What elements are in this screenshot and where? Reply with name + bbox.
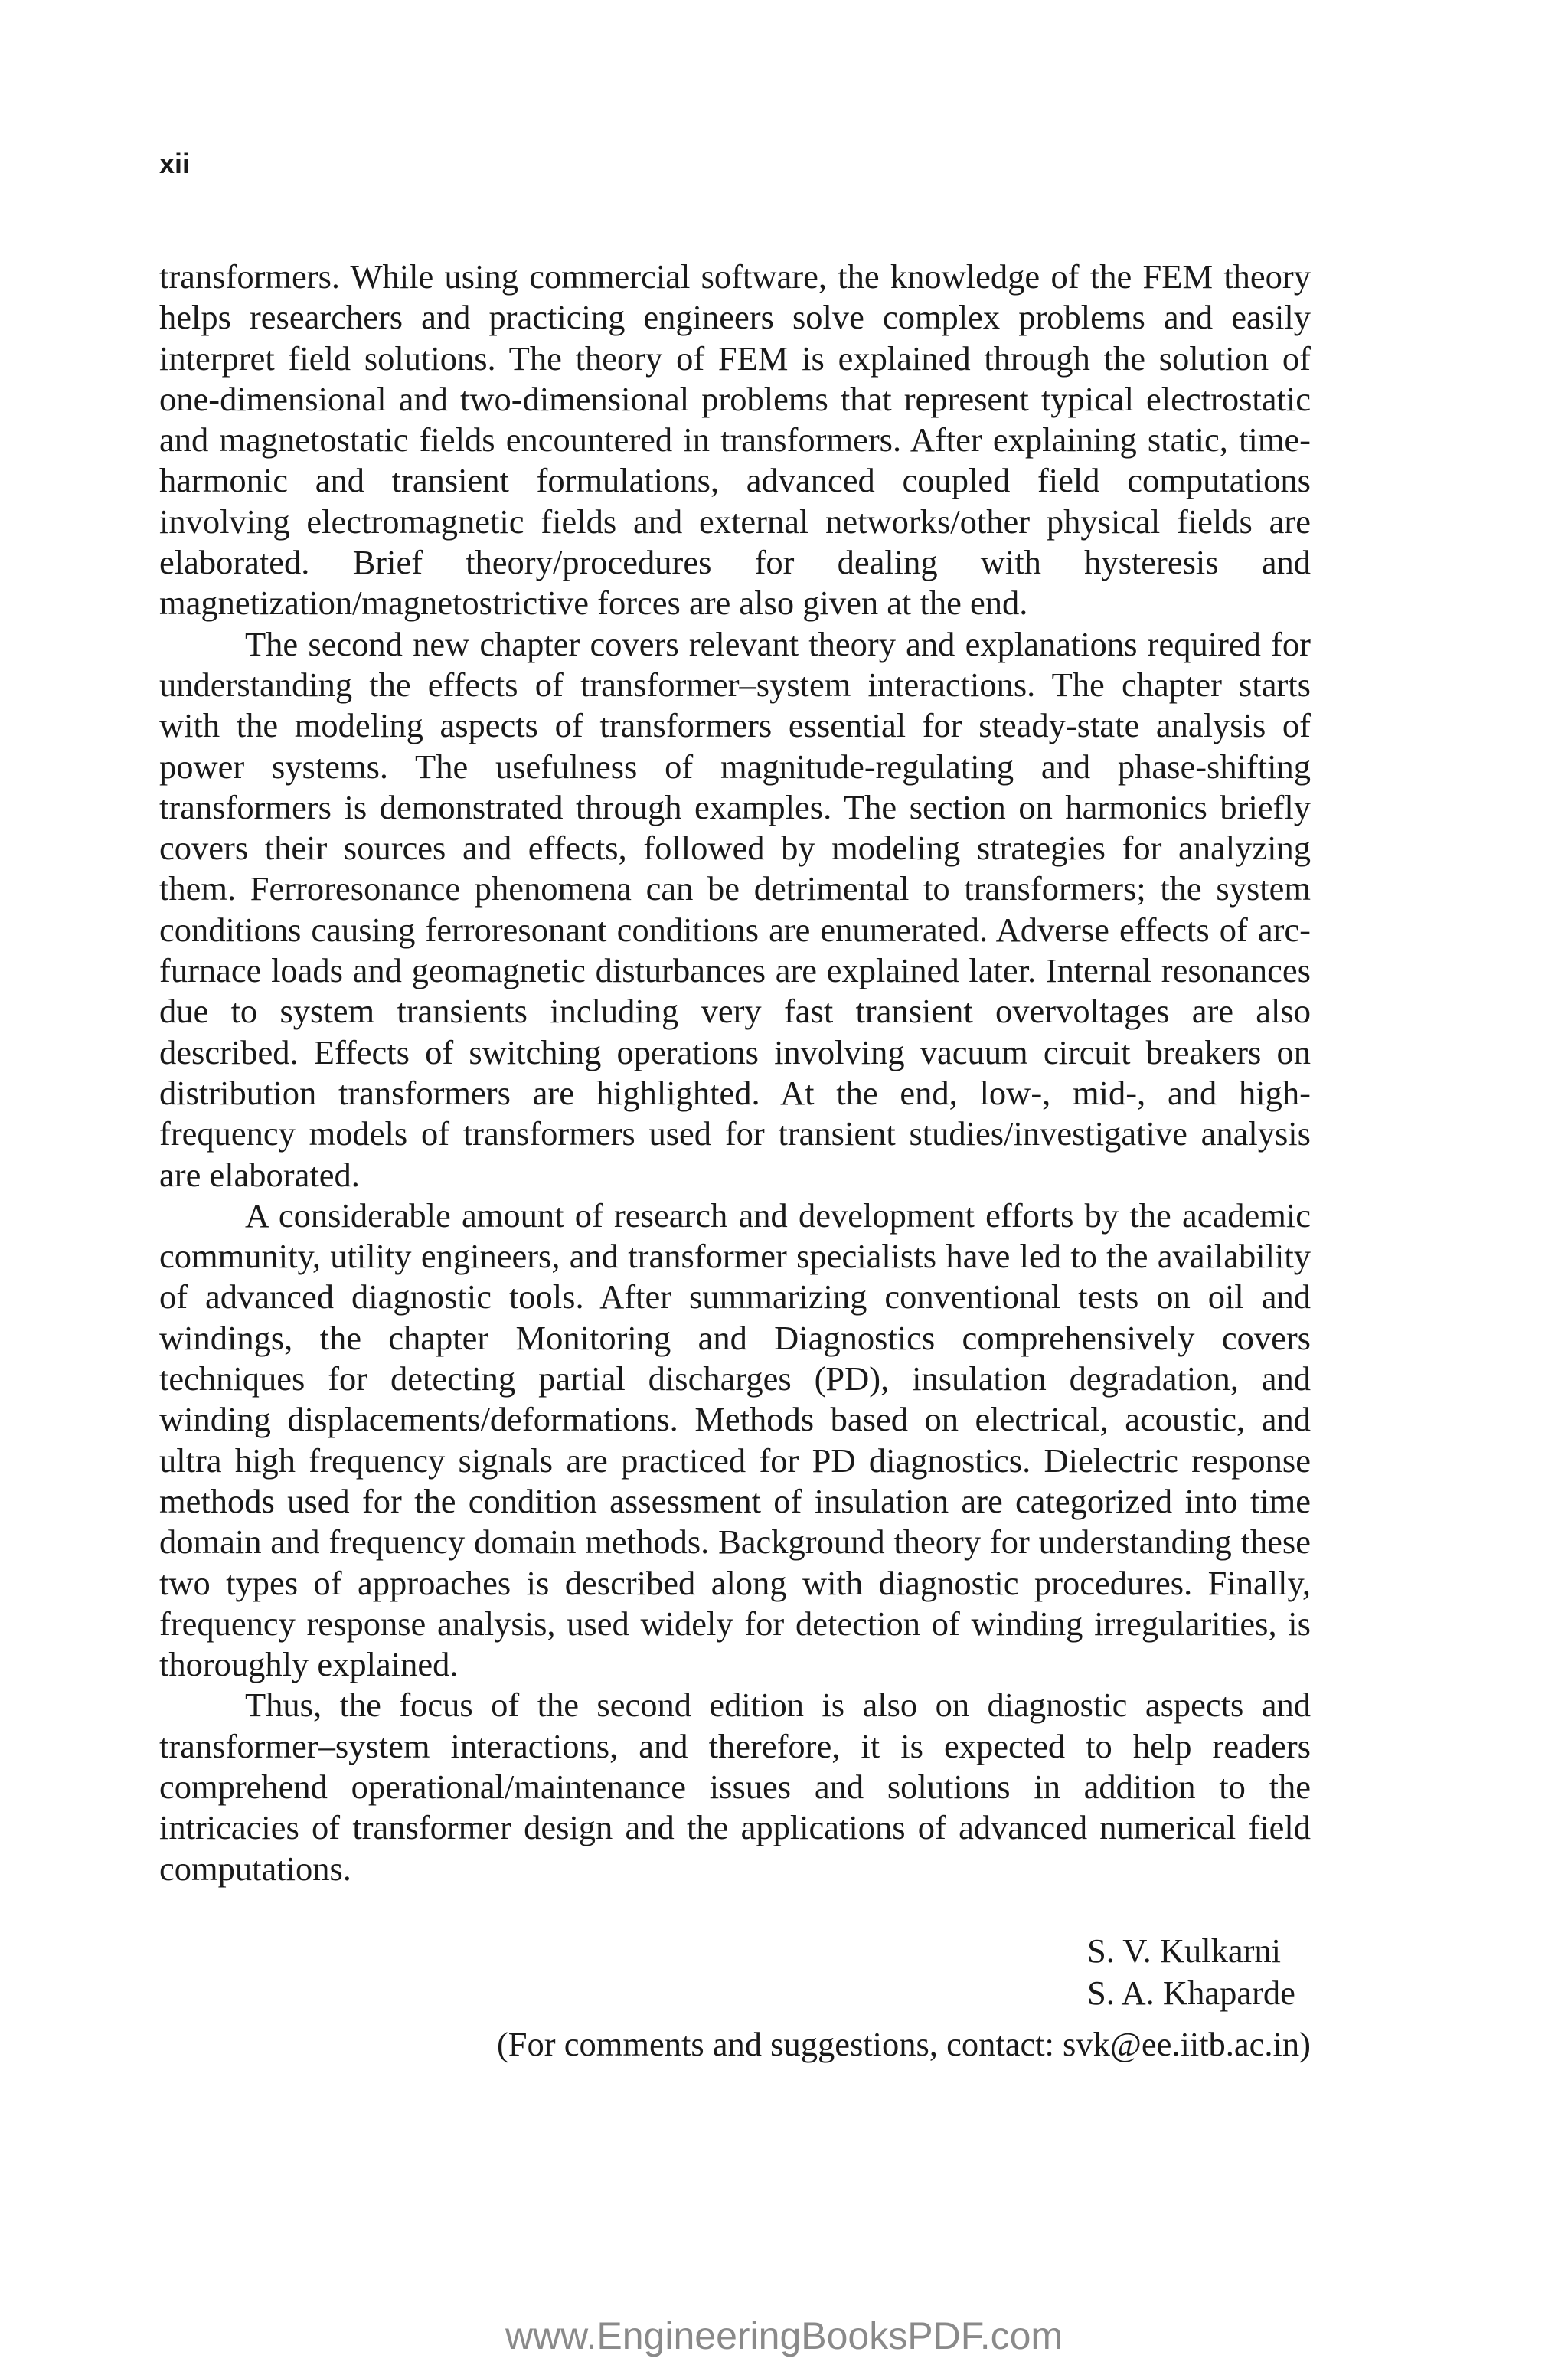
paragraph: transformers. While using commercial software, the knowledge of the FEM theory helps researchers and practicing engineers solve complex problems and easily interpret field solutions. The theory of FEM is explained through the solution of one-dimensional and two-dimensional problems that represent typical electrostatic and magnetostatic fields encountered in transformers. After explaining static, time-harmonic and transient formulations, advanced coupled field computations involving electromagnetic fields and external networks/other physical fields are elaborated. Brief theory/procedures for dealing with hysteresis and magnetization/magnetostrictive forces are also given at the end. xyxy=(159,257,1311,623)
page-number: xii xyxy=(159,148,191,179)
body-text xyxy=(159,257,1311,1889)
author-name: S. V. Kulkarni xyxy=(1087,1931,1282,1970)
author-list xyxy=(1087,1930,1309,2014)
contact-note: (For comments and suggestions, contact: svk@ee.iitb.ac.in) xyxy=(496,2025,1311,2063)
signature-block xyxy=(159,1930,1311,2065)
watermark-url[interactable]: www.EngineeringBooksPDF.com xyxy=(505,2314,1063,2357)
paragraph: Thus, the focus of the second edition is also on diagnostic aspects and transformer–system interactions, and therefore, it is expected to help readers comprehend operational/maintenance issues and solutions in addition to the intricacies of transformer design and the applications of advanced numerical field computations. xyxy=(159,1686,1311,1888)
author-name: S. A. Khaparde xyxy=(1087,1974,1295,2012)
paragraph: The second new chapter covers relevant theory and explanations required for understanding the effects of transformer–system interactions. The chapter starts with the modeling aspects of transformers essential for steady-state analysis of power systems. The usefulness of magnitude-regulating and phase-shifting transformers is demonstrated through examples. The section on harmonics briefly covers their sources and effects, followed by modeling strategies for analyzing them. Ferroresonance phenomena can be detrimental to transformers; the system conditions causing ferroresonant conditions are enumerated. Adverse effects of arc-furnace loads and geomagnetic disturbances are explained later. Internal resonances due to system transients including very fast transient overvoltages are also described. Effects of switching operations involving vacuum circuit breakers on distribution transformers are highlighted. At the end, low-, mid-, and high-frequency models of transformers used for transient studies/investigative analysis are elaborated. xyxy=(159,624,1311,1194)
paragraph: A considerable amount of research and development efforts by the academic community, utility engineers, and transformer specialists have led to the availability of advanced diagnostic tools. After summarizing conventional tests on oil and windings, the chapter Monitoring and Diagnostics comprehensively covers techniques for detecting partial discharges (PD), insulation degradation, and winding displacements/deformations. Methods based on electrical, acoustic, and ultra high frequency signals are practiced for PD diagnostics. Dielectric response methods used for the condition assessment of insulation are categorized into time domain and frequency domain methods. Background theory for understanding these two types of approaches is described along with diagnostic procedures. Finally, frequency response analysis, used widely for detection of winding irregularities, is thoroughly explained. xyxy=(159,1195,1311,1684)
